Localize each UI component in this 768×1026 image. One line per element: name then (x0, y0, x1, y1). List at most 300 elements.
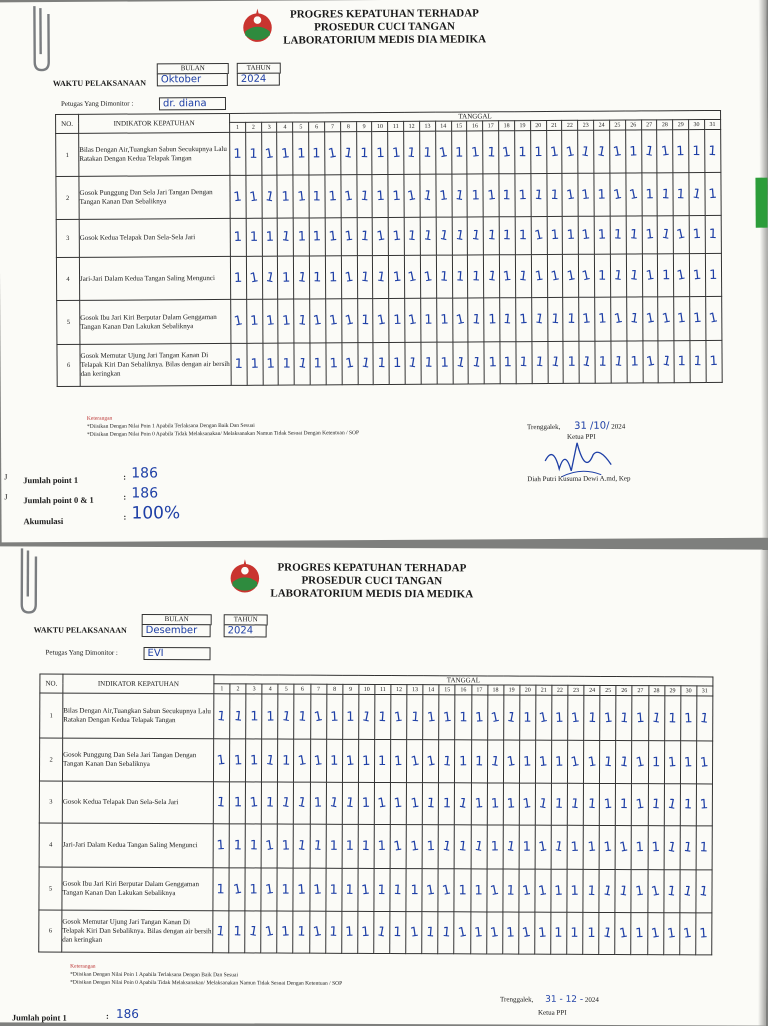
tally-mark: 1 (619, 710, 630, 726)
check-mark (648, 741, 664, 784)
tally-mark: 1 (232, 924, 242, 940)
check-mark (519, 783, 535, 825)
tally-mark: 1 (375, 228, 386, 245)
check-mark (230, 175, 246, 218)
check-mark (647, 913, 663, 955)
tally-mark: 1 (473, 838, 485, 856)
tally-mark: 1 (691, 185, 703, 203)
check-mark (404, 174, 420, 217)
tally-mark: 1 (216, 881, 226, 897)
check-mark (531, 217, 547, 255)
check-mark (278, 218, 294, 256)
check-mark (294, 782, 310, 824)
day-header: 20 (530, 121, 546, 131)
tally-mark: 1 (708, 186, 718, 202)
check-mark (664, 870, 680, 913)
tally-mark: 1 (377, 795, 388, 812)
day-header: 8 (327, 684, 343, 694)
tally-mark: 1 (550, 227, 560, 244)
check-mark (531, 298, 547, 342)
notes (87, 413, 359, 439)
check-mark (420, 174, 436, 217)
check-mark (696, 826, 712, 870)
tally-mark: 1 (438, 227, 450, 245)
tally-mark: 1 (682, 883, 694, 900)
check-mark (388, 217, 404, 255)
check-mark (246, 218, 262, 256)
tally-mark: 1 (580, 143, 592, 160)
tally-mark: 1 (455, 268, 465, 285)
check-mark (674, 341, 690, 383)
check-mark (309, 175, 325, 218)
check-mark (325, 911, 341, 953)
tally-mark: 1 (581, 186, 592, 203)
check-mark (326, 694, 342, 739)
tally-mark: 1 (518, 187, 528, 203)
indicator-row (39, 867, 712, 913)
tally-mark: 1 (216, 794, 227, 811)
check-mark (326, 299, 342, 343)
tally-mark: 1 (550, 354, 561, 371)
tally-mark: 1 (360, 882, 371, 898)
check-mark (358, 824, 374, 868)
check-mark (421, 342, 437, 384)
check-mark (278, 299, 294, 343)
tally-mark: 1 (422, 187, 434, 204)
day-header: 25 (609, 120, 625, 130)
day-header: 13 (407, 685, 423, 695)
tally-mark: 1 (549, 187, 560, 203)
tally-mark: 1 (216, 708, 227, 725)
day-header: 25 (600, 685, 616, 695)
tally-mark: 1 (634, 753, 646, 771)
check-mark (374, 911, 390, 953)
tally-mark: 1 (440, 882, 452, 899)
day-header: 4 (277, 122, 293, 132)
day-header: 31 (704, 119, 720, 129)
tally-mark: 1 (567, 354, 576, 370)
tally-mark: 1 (549, 267, 561, 285)
tally-mark: 1 (505, 925, 516, 941)
check-mark (454, 912, 470, 954)
check-mark (658, 216, 674, 254)
date-written: 31 /10/ (574, 420, 610, 432)
tally-mark: 1 (549, 143, 560, 160)
check-mark (499, 255, 515, 298)
jumlah-colon: : (123, 471, 127, 482)
check-mark (326, 782, 342, 824)
check-mark (610, 173, 626, 216)
check-mark (310, 343, 326, 385)
indicator-text: Gosok Memutar Ujung Jari Tangan Kanan Di Telapak Kiri Dan Sebaliknya. Bilas dengan air bersih dan keringkan (80, 343, 231, 386)
tally-mark: 1 (597, 187, 607, 203)
check-mark (563, 341, 579, 383)
check-mark (245, 868, 261, 911)
tally-mark: 1 (328, 188, 338, 205)
indicator-row (56, 253, 721, 300)
check-mark (706, 296, 722, 340)
tally-mark: 1 (264, 269, 276, 286)
ketua-label: Ketua PPI (537, 1008, 567, 1017)
day-header: 26 (625, 120, 641, 130)
tally-mark: 1 (699, 754, 710, 771)
tally-mark: 1 (407, 355, 419, 372)
check-mark (326, 343, 342, 385)
check-mark (583, 825, 599, 869)
tally-mark: 1 (570, 709, 581, 726)
check-mark (356, 132, 372, 175)
tally-mark: 1 (362, 753, 371, 769)
check-mark (599, 869, 615, 912)
tally-mark: 1 (375, 188, 386, 204)
tally-mark: 1 (455, 354, 467, 372)
check-mark (389, 342, 405, 384)
check-mark (696, 913, 712, 955)
tally-mark: 1 (643, 143, 655, 160)
tally-mark: 1 (391, 269, 402, 285)
check-mark (658, 254, 674, 297)
check-mark (372, 131, 388, 174)
tally-mark: 1 (489, 709, 501, 726)
jumlah-point-0-1-value: 186 (131, 485, 159, 502)
tally-mark: 1 (521, 882, 533, 899)
check-mark (325, 175, 341, 218)
tally-mark: 1 (490, 796, 500, 812)
indicator-text: Bilas Dengan Air,Tuangkan Sabun Secukupnya Lalu Ratakan Dengan Kedua Telapak Tangan (79, 132, 230, 176)
tally-mark: 1 (410, 709, 420, 725)
check-mark (551, 740, 567, 783)
indicator-text: Gosok Punggung Dan Sela Jari Tangan Dengan Tangan Kanan Dan Sebaliknya (79, 175, 230, 219)
tally-mark: 1 (699, 926, 709, 942)
tally-mark: 1 (425, 795, 436, 812)
check-mark (213, 911, 229, 953)
check-mark (246, 739, 262, 782)
day-header: 29 (664, 686, 680, 696)
check-mark (515, 174, 531, 217)
check-mark (548, 341, 564, 383)
check-mark (341, 175, 357, 218)
tally-mark: 1 (470, 144, 481, 161)
tally-mark: 1 (566, 311, 576, 328)
tally-mark: 1 (360, 924, 371, 941)
tally-mark: 1 (297, 313, 308, 329)
tally-mark: 1 (534, 311, 545, 328)
check-mark (262, 782, 278, 824)
day-header: 14 (435, 121, 451, 131)
day-header: 27 (632, 686, 648, 696)
check-mark (293, 218, 309, 256)
check-mark (357, 299, 373, 343)
tally-mark: 1 (425, 753, 437, 770)
check-mark (342, 739, 358, 782)
form-title (274, 7, 494, 47)
check-mark (486, 912, 502, 954)
signature-date (500, 995, 599, 1005)
tally-mark: 1 (684, 710, 693, 726)
tally-mark: 1 (407, 228, 418, 245)
tally-mark: 1 (518, 268, 529, 285)
indicator-row (57, 296, 722, 344)
check-mark (595, 341, 611, 383)
tally-mark: 1 (522, 796, 533, 813)
tally-mark: 1 (699, 840, 709, 856)
check-mark (452, 174, 468, 217)
check-mark (439, 783, 455, 825)
day-header: 26 (616, 686, 632, 696)
ketua-label: Ketua PPI (566, 432, 596, 441)
tally-mark: 1 (313, 752, 324, 769)
tally-mark: 1 (377, 838, 387, 855)
check-mark (261, 868, 277, 911)
tally-mark: 1 (503, 355, 513, 371)
tally-mark: 1 (474, 882, 483, 898)
tally-mark: 1 (534, 144, 543, 160)
tally-mark: 1 (408, 924, 420, 941)
check-mark (261, 911, 277, 953)
check-mark (690, 297, 706, 341)
check-mark (373, 217, 389, 255)
tally-mark: 1 (534, 354, 545, 371)
check-mark (487, 783, 503, 825)
check-mark (262, 739, 278, 782)
tally-mark: 1 (360, 269, 371, 286)
tahun-value: 2024 (237, 73, 280, 86)
check-mark (696, 784, 712, 826)
tally-mark: 1 (537, 796, 549, 813)
tally-mark: 1 (329, 709, 339, 725)
tally-mark: 1 (683, 754, 693, 771)
day-header: 15 (439, 685, 455, 695)
tally-mark: 1 (394, 753, 404, 769)
check-mark (519, 740, 535, 783)
day-header: 11 (388, 121, 404, 131)
check-mark (568, 695, 584, 740)
check-mark (229, 868, 245, 911)
check-mark (468, 298, 484, 342)
check-mark (342, 782, 358, 824)
paper-clip-icon (26, 4, 56, 74)
check-mark (341, 299, 357, 343)
tally-mark: 1 (233, 146, 242, 162)
check-mark (499, 131, 515, 174)
check-mark (680, 784, 696, 826)
check-mark (519, 912, 535, 954)
check-mark (519, 825, 535, 869)
check-mark (551, 783, 567, 825)
tally-mark: 1 (692, 143, 701, 159)
indicator-text: Gosok Kedua Telapak Dan Sela-Sela Jari (79, 218, 230, 257)
tally-mark: 1 (489, 924, 500, 942)
check-mark (689, 216, 705, 254)
check-mark (262, 256, 278, 299)
check-mark (452, 298, 468, 342)
check-mark (664, 784, 680, 826)
check-mark (423, 740, 439, 783)
check-mark (664, 741, 680, 784)
jumlah-point-1-value: 186 (131, 465, 159, 482)
check-mark (578, 216, 594, 254)
check-mark (487, 740, 503, 783)
tally-mark: 1 (216, 752, 227, 769)
tally-mark: 1 (393, 355, 402, 371)
tally-mark: 1 (487, 312, 497, 328)
tally-mark: 1 (471, 187, 480, 204)
day-header: 9 (356, 122, 372, 132)
check-mark (373, 342, 389, 384)
check-mark (246, 694, 262, 739)
check-mark (584, 740, 600, 783)
check-mark (532, 342, 548, 384)
tally-mark: 1 (345, 924, 355, 941)
bulan-value: Desember (142, 624, 211, 637)
day-header: 8 (340, 122, 356, 132)
paper-clip-icon (14, 546, 44, 616)
check-mark (358, 343, 374, 385)
check-mark (422, 825, 438, 869)
tally-mark: 1 (518, 311, 529, 328)
tally-mark: 1 (441, 924, 451, 941)
tally-mark: 1 (629, 227, 639, 243)
check-mark (420, 131, 436, 174)
tally-mark: 1 (312, 881, 323, 898)
check-mark (547, 297, 563, 341)
indicator-row (39, 823, 712, 870)
tally-mark: 1 (634, 796, 646, 813)
tally-mark: 1 (296, 145, 306, 162)
check-mark (632, 784, 648, 826)
tally-mark: 1 (247, 923, 259, 941)
check-mark (407, 695, 423, 740)
tally-mark: 1 (601, 925, 613, 942)
title-line-3: LABORATORIUM MEDIS DIA MEDIKA (270, 587, 474, 601)
tally-mark: 1 (505, 709, 518, 726)
tally-mark: 1 (587, 710, 597, 726)
check-mark (406, 825, 422, 869)
check-mark (471, 695, 487, 740)
petugas-label: Petugas Yang Dimonitor : (60, 99, 134, 108)
check-mark (611, 297, 627, 341)
day-header: 6 (309, 122, 325, 132)
check-mark (552, 695, 568, 740)
akumulasi-label: Akumulasi (23, 515, 64, 527)
check-mark (406, 869, 422, 912)
check-mark (310, 299, 326, 343)
check-mark (626, 297, 642, 341)
check-mark (436, 298, 452, 342)
tally-mark: 1 (392, 312, 402, 329)
check-mark (455, 783, 471, 825)
check-mark (610, 254, 626, 297)
day-header: 30 (681, 686, 697, 696)
tally-mark: 1 (438, 187, 449, 204)
tally-mark: 1 (280, 229, 291, 246)
tally-mark: 1 (343, 145, 354, 162)
tally-mark: 1 (233, 752, 243, 769)
check-mark (648, 784, 664, 826)
tally-mark: 1 (264, 837, 275, 855)
tally-mark: 1 (329, 269, 338, 285)
tally-mark: 1 (361, 795, 371, 812)
check-mark (600, 695, 616, 740)
tally-mark: 1 (502, 228, 512, 244)
check-mark (325, 256, 341, 299)
day-header: 12 (404, 121, 420, 131)
check-mark (277, 132, 293, 175)
check-mark (616, 741, 632, 784)
check-mark (579, 341, 595, 383)
check-mark (515, 255, 531, 298)
tally-mark: 1 (651, 796, 661, 813)
check-mark (562, 130, 578, 173)
compliance-table (38, 673, 713, 955)
tally-mark: 1 (344, 228, 354, 245)
indicator-text: Gosok Kedua Telapak Dan Sela-Sela Jari (62, 781, 213, 824)
tally-mark: 1 (554, 882, 564, 899)
tally-mark: 1 (281, 188, 290, 205)
tally-mark: 1 (442, 709, 453, 726)
tally-mark: 1 (505, 839, 517, 856)
tally-mark: 1 (249, 752, 259, 769)
tally-mark: 1 (281, 838, 291, 854)
day-header: 16 (455, 685, 471, 695)
tally-mark: 1 (570, 883, 580, 899)
tally-mark: 1 (486, 187, 497, 204)
check-mark (246, 175, 262, 218)
check-mark (562, 173, 578, 216)
check-mark (391, 695, 407, 740)
check-mark (563, 297, 579, 341)
tally-mark: 1 (650, 925, 661, 942)
check-mark (615, 826, 631, 870)
day-header: 18 (487, 685, 503, 695)
tally-mark: 1 (613, 354, 624, 371)
tally-mark: 1 (406, 187, 418, 204)
tally-mark: 1 (676, 310, 688, 327)
check-mark (390, 869, 406, 912)
check-mark (405, 342, 421, 384)
tally-mark: 1 (586, 925, 596, 941)
tally-mark: 1 (676, 186, 686, 202)
check-mark (547, 216, 563, 254)
tally-mark: 1 (644, 310, 656, 327)
tally-mark: 1 (473, 925, 484, 941)
tally-mark: 1 (570, 753, 582, 770)
check-mark (340, 132, 356, 175)
tally-mark: 1 (392, 838, 404, 855)
tally-mark: 1 (617, 925, 629, 942)
check-mark (583, 912, 599, 954)
tally-mark: 1 (345, 795, 356, 812)
check-mark (547, 254, 563, 297)
tally-mark: 1 (660, 310, 672, 327)
check-mark (663, 913, 679, 955)
tally-mark: 1 (378, 753, 387, 769)
tally-mark: 1 (249, 313, 260, 330)
check-mark (594, 130, 610, 173)
tally-mark: 1 (650, 710, 662, 727)
check-mark (262, 694, 278, 739)
check-mark (500, 298, 516, 342)
tally-mark: 1 (264, 145, 275, 162)
tally-mark: 1 (602, 839, 613, 856)
check-mark (632, 826, 648, 870)
check-mark (422, 869, 438, 912)
tally-mark: 1 (423, 144, 433, 161)
check-mark (294, 299, 310, 343)
tally-mark: 1 (282, 356, 291, 372)
check-mark (625, 130, 641, 173)
day-header: 5 (293, 122, 309, 132)
